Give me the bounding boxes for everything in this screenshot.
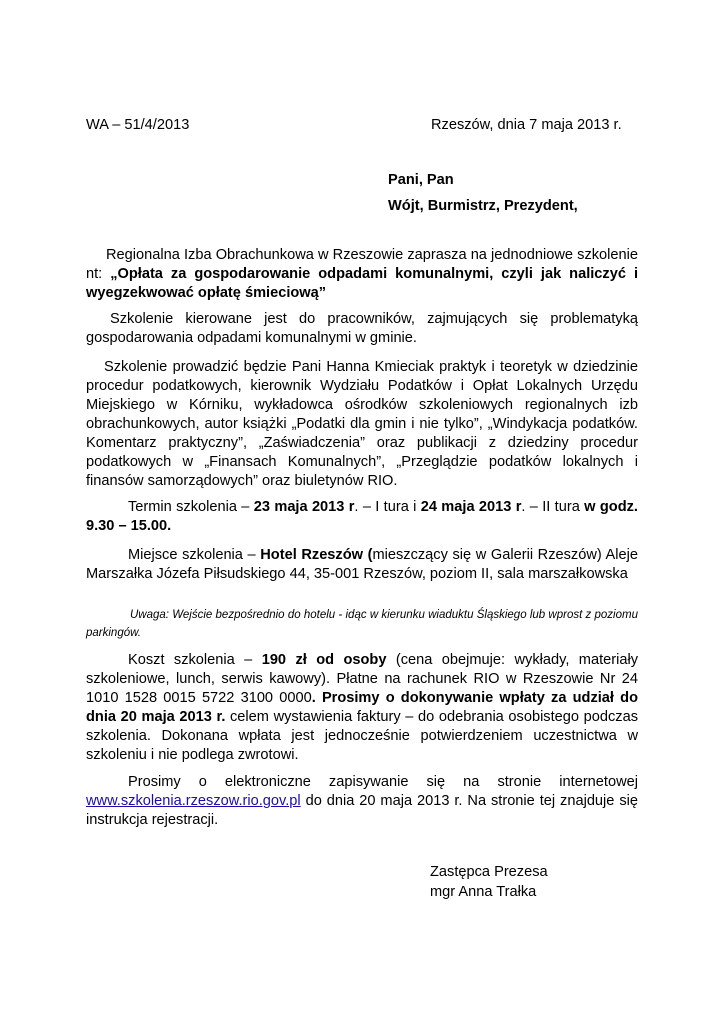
- paragraph-audience: Szkolenie kierowane jest do pracowników, zajmujących się problematyką gospodarowania odpadami komunalnymi w gminie.: [86, 311, 638, 346]
- payment-terms: celem wystawienia faktury – do odebrania osobistego podczas szkolenia. Dokonana wpłata jest jednocześnie potwierdzeniem uczestnictwa w szkoleniu i nie podlega zwrotowi.: [86, 709, 638, 763]
- paragraph-date: [86, 498, 638, 536]
- registration-text: Prosimy o elektroniczne zapisywanie się na stronie internetowej: [128, 774, 638, 790]
- location-address: mieszczący się w Galerii Rzeszów) Aleje Marszałka Józefa Piłsudskiego 44, 35-001 Rzeszów, poziom II, sala marszałkowska: [86, 547, 639, 582]
- place-and-date: Rzeszów, dnia 7 maja 2013 r.: [431, 117, 622, 133]
- paragraph-trainer: Szkolenie prowadzić będzie Pani Hanna Kmieciak praktyk i teoretyk w dziedzinie procedur podatkowych, kierownik Wydziału Podatków i Opłat Lokalnych Urzędu Miejskiego w Kórniku, wykładowca ośrodków szkoleniowych regionalnych izb obrachunkowych, autor książki „Podatki dla gmin i nie tylko”, „Windykacja podatków. Komentarz praktyczny”, „Zaświadczenia” oraz publikacji z dziedziny procedur podatkowych w „Finansach Komunalnych”, „Przeglądzie podatków lokalnych i finansów samorządowych” oraz biuletynów RIO.: [86, 359, 638, 489]
- paragraph-registration: [86, 773, 638, 830]
- registration-link[interactable]: www.szkolenia.rzeszow.rio.gov.pl: [86, 793, 301, 809]
- cost-amount: 190 zł od osoby: [261, 652, 387, 668]
- document-reference: WA – 51/4/2013: [86, 117, 190, 133]
- training-hours: w godz. 9.30 – 15.00.: [86, 499, 638, 534]
- recipient-line-2: Wójt, Burmistrz, Prezydent,: [388, 198, 578, 214]
- cost-label: Koszt szkolenia –: [128, 652, 262, 668]
- date-connector: . – I tura i: [354, 499, 421, 515]
- date-second-round: 24 maja 2013 r: [420, 499, 522, 515]
- signature-title: Zastępca Prezesa: [430, 864, 548, 880]
- date-first-round: 23 maja 2013 r: [253, 499, 355, 515]
- invitation-text: Regionalna Izba Obrachunkowa w Rzeszowie zaprasza na jednodniowe szkolenie nt:: [86, 247, 638, 282]
- location-note: Uwaga: Wejście bezpośrednio do hotelu - idąc w kierunku wiaduktu Śląskiego lub wprost z poziomu parkingów.: [86, 609, 638, 639]
- paragraph-cost: [86, 651, 638, 765]
- cost-details: (cena obejmuje: wykłady, materiały szkoleniowe, lunch, serwis kawowy). Płatne na rachunek RIO w Rzeszowie Nr 24 1010 1528 0015 5722 3100 0000: [86, 652, 638, 706]
- training-topic: „Opłata za gospodarowanie odpadami komunalnymi, czyli jak naliczyć i wyegzekwować opłatę śmieciową”: [86, 266, 638, 301]
- paragraph-invitation: [86, 246, 638, 303]
- date-connector-2: . – II tura: [521, 499, 585, 515]
- location-label: Miejsce szkolenia –: [128, 547, 261, 563]
- paragraph-location: [86, 546, 638, 584]
- registration-deadline: do dnia 20 maja 2013 r. Na stronie tej znajduje się instrukcja rejestracji.: [86, 793, 638, 828]
- signature-name: mgr Anna Trałka: [430, 884, 537, 900]
- payment-deadline: . Prosimy o dokonywanie wpłaty za udział do dnia 20 maja 2013 r.: [86, 690, 638, 725]
- date-label: Termin szkolenia –: [128, 499, 254, 515]
- hotel-name: Hotel Rzeszów (: [260, 547, 373, 563]
- recipient-line-1: Pani, Pan: [388, 172, 454, 188]
